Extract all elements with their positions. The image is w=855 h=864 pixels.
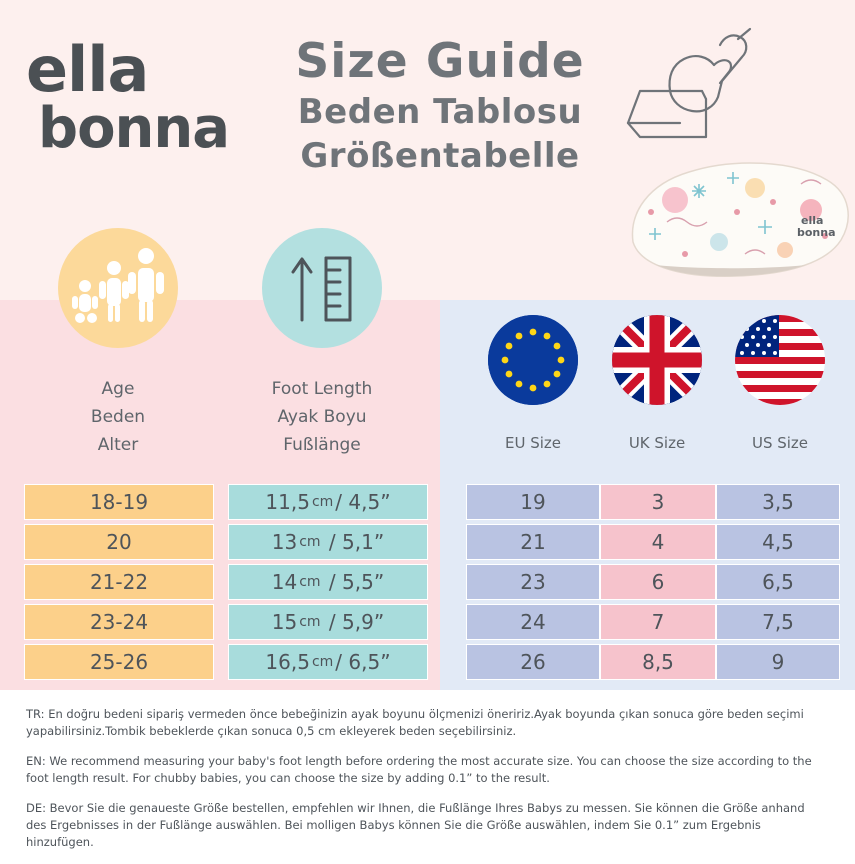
table-row bbox=[716, 604, 840, 640]
table-row bbox=[24, 604, 214, 640]
cell-foot-cm: 15 bbox=[271, 610, 298, 634]
label-eu-size: EU Size bbox=[504, 434, 561, 452]
cell-eu: 24 bbox=[520, 610, 546, 634]
cell-foot-in: 5,1” bbox=[342, 530, 385, 554]
table-row: 13 cm / 5,1” bbox=[228, 524, 428, 560]
table-row bbox=[600, 484, 716, 520]
cell-eu: 23 bbox=[520, 570, 546, 594]
table-row bbox=[716, 484, 840, 520]
table-row bbox=[466, 564, 600, 600]
cell-foot-in: 5,5” bbox=[342, 570, 385, 594]
table-row bbox=[600, 524, 716, 560]
column-heading-foot-tr: Ayak Boyu bbox=[277, 407, 367, 427]
note-tr: TR: En doğru bedeni sipariş vermeden önce bebeğinizin ayak boyunu ölçmenizi öneririz.Ayak boyunda çıkan sonuca göre beden seçimi yapabilirsiniz.Tombik bebeklerde çıkan sonuca 0,5 cm ekleyerek beden seçebilirsiniz. bbox=[26, 707, 804, 738]
table-row bbox=[466, 644, 600, 680]
cell-foot-unit: cm bbox=[299, 614, 321, 630]
cell-foot-in: 6,5” bbox=[348, 650, 391, 674]
label-us-size: US Size bbox=[751, 434, 809, 452]
table-row: 16,5 cm / 6,5” bbox=[228, 644, 428, 680]
label-uk-size: UK Size bbox=[628, 434, 686, 452]
page-title-tr: Beden Tablosu bbox=[297, 92, 583, 132]
brand-logo-line2: bonna bbox=[38, 96, 230, 161]
cell-uk: 6 bbox=[651, 570, 665, 594]
cell-foot-unit: cm bbox=[299, 574, 321, 590]
table-row bbox=[24, 564, 214, 600]
page-title-de: Größentabelle bbox=[300, 136, 580, 176]
cell-foot-unit: cm bbox=[311, 654, 334, 670]
cell-foot-cm: 14 bbox=[271, 570, 298, 594]
column-heading-age bbox=[38, 375, 198, 459]
brand-logo-line1: ella bbox=[26, 33, 149, 106]
age-icon-circle bbox=[58, 228, 178, 348]
brand-logo bbox=[26, 33, 231, 170]
measuring-hand-illustration bbox=[610, 25, 770, 155]
table-row bbox=[466, 524, 600, 560]
cell-foot-cm: 11,5 bbox=[265, 490, 310, 514]
svg-text:bonna: bonna bbox=[797, 226, 836, 239]
column-heading-foot-en: Foot Length bbox=[271, 379, 373, 399]
page-title-group bbox=[250, 34, 630, 178]
table-row bbox=[24, 644, 214, 680]
note-de: DE: Bevor Sie die genaueste Größe bestellen, empfehlen wir Ihnen, die Fußlänge Ihres Babys zu messen. Sie können die Größe anhand des Ergebnisses in der Fußlänge auswählen. Bei molligen Babys können Sie die Größe auswählen, indem Sie 0.1” zum Ergebnis hinzufügen. bbox=[26, 801, 805, 849]
table-row bbox=[24, 484, 214, 520]
column-heading-foot bbox=[232, 375, 412, 459]
footer-notes bbox=[26, 706, 826, 864]
foot-length-icon-circle bbox=[262, 228, 382, 348]
table-row bbox=[716, 564, 840, 600]
cell-us: 6,5 bbox=[762, 570, 794, 594]
us-flag-icon bbox=[735, 315, 825, 405]
column-heading-age-en: Age bbox=[101, 379, 135, 399]
table-row bbox=[466, 484, 600, 520]
cell-uk: 4 bbox=[651, 530, 665, 554]
table-row bbox=[600, 564, 716, 600]
cell-us: 9 bbox=[771, 650, 785, 674]
cell-us: 4,5 bbox=[762, 530, 794, 554]
cell-age: 23-24 bbox=[89, 610, 149, 634]
cell-age: 20 bbox=[106, 530, 132, 554]
cell-foot-unit: cm bbox=[299, 534, 321, 550]
cell-eu: 21 bbox=[520, 530, 546, 554]
column-heading-foot-de: Fußlänge bbox=[283, 435, 361, 455]
note-en: EN: We recommend measuring your baby's foot length before ordering the most accurate size. You can choose the size according to the foot length result. For chubby babies, you can choose the size by adding 0.1” to the result. bbox=[26, 754, 812, 785]
table-row bbox=[24, 524, 214, 560]
baby-shoe-image bbox=[615, 150, 855, 295]
svg-text:ella: ella bbox=[801, 214, 824, 227]
column-heading-age-tr: Beden bbox=[90, 407, 146, 427]
table-row bbox=[716, 644, 840, 680]
table-row bbox=[600, 604, 716, 640]
uk-flag-icon bbox=[612, 315, 702, 405]
cell-uk: 3 bbox=[651, 490, 665, 514]
cell-foot-cm: 13 bbox=[271, 530, 298, 554]
cell-eu: 26 bbox=[520, 650, 546, 674]
table-row bbox=[600, 644, 716, 680]
cell-foot-unit: cm bbox=[311, 494, 334, 510]
table-row bbox=[716, 524, 840, 560]
cell-age: 21-22 bbox=[89, 570, 149, 594]
page-title-en: Size Guide bbox=[295, 34, 585, 89]
table-row: 14 cm / 5,5” bbox=[228, 564, 428, 600]
cell-foot-cm: 16,5 bbox=[265, 650, 310, 674]
cell-us: 3,5 bbox=[762, 490, 794, 514]
table-row: 15 cm / 5,9” bbox=[228, 604, 428, 640]
cell-foot-in: 5,9” bbox=[342, 610, 385, 634]
eu-flag-icon bbox=[488, 315, 578, 405]
column-heading-age-de: Alter bbox=[97, 435, 139, 455]
cell-us: 7,5 bbox=[762, 610, 794, 634]
cell-uk: 7 bbox=[651, 610, 665, 634]
cell-uk: 8,5 bbox=[642, 650, 674, 674]
cell-eu: 19 bbox=[520, 490, 546, 514]
cell-age: 18-19 bbox=[89, 490, 149, 514]
cell-age: 25-26 bbox=[89, 650, 149, 674]
cell-foot-in: 4,5” bbox=[348, 490, 391, 514]
table-row: 11,5 cm / 4,5” bbox=[228, 484, 428, 520]
table-row bbox=[466, 604, 600, 640]
